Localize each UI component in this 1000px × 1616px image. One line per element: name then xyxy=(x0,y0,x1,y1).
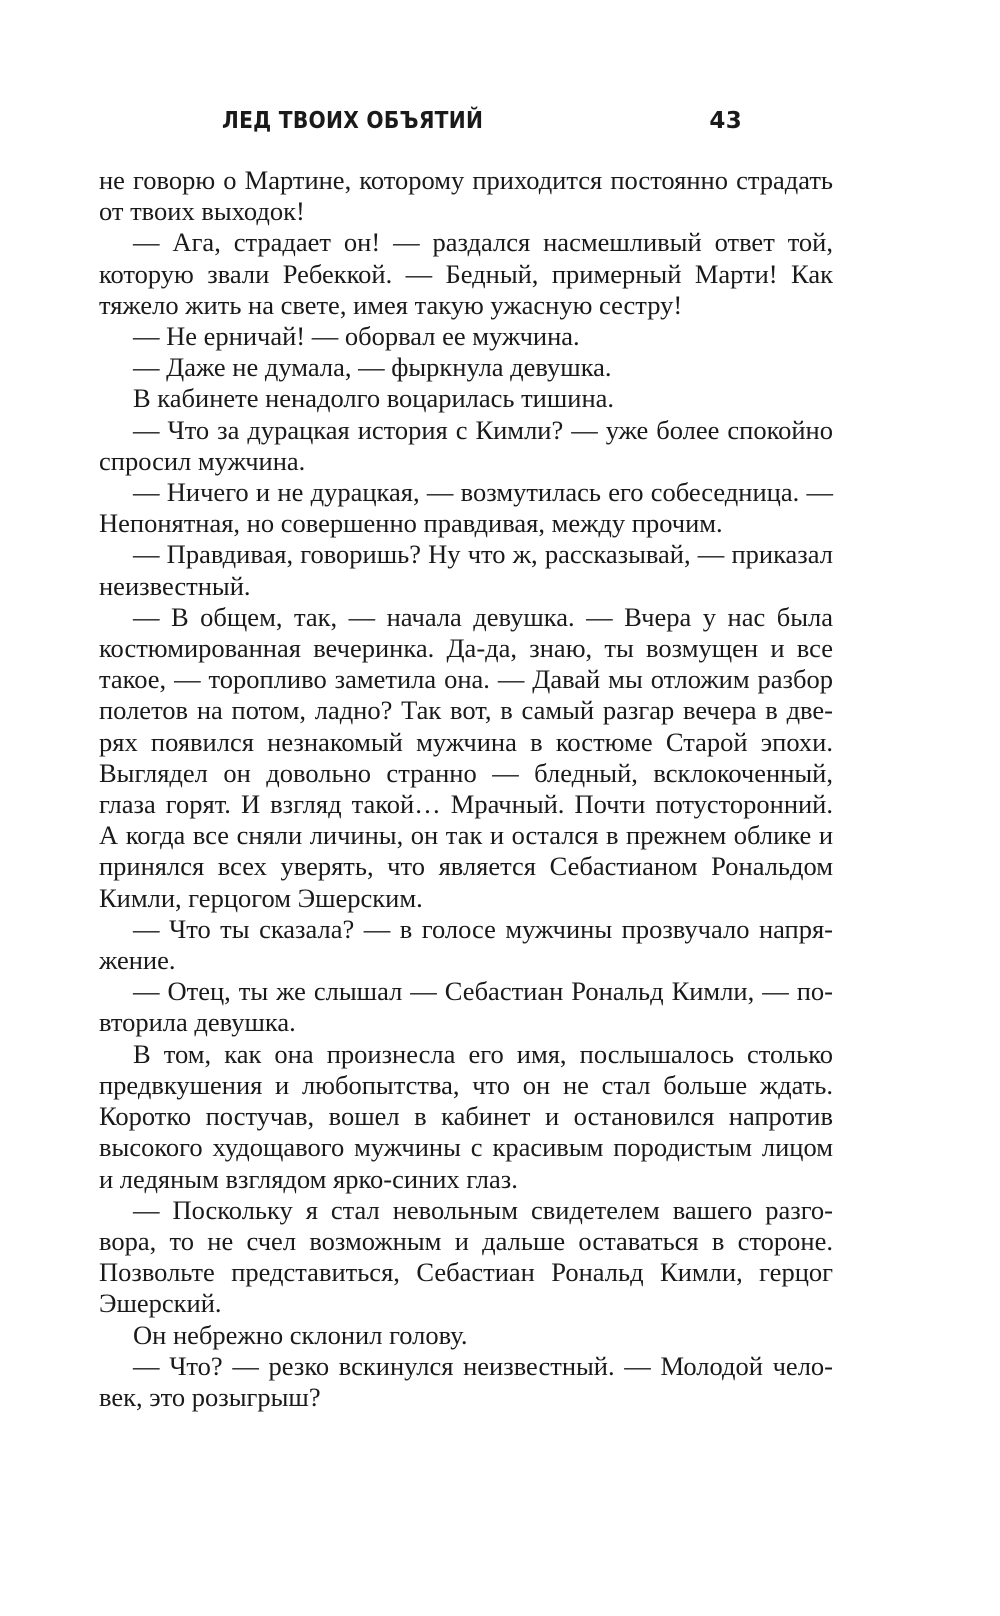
paragraph-3: — Не ерничай! — оборвал ее мужчина. xyxy=(133,321,580,352)
paragraph-11: — Отец, ты же слышал — Себастиан Рональд Кимли, — повторила девушка. xyxy=(99,976,833,1038)
body-text xyxy=(99,165,833,1413)
paragraph-9: — В общем, так, — начала девушка. — Вчера у нас была костюмированная вечеринка. Да-да, знаю, ты возмущен и все такое, — торопливо заметила она. — Давай мы отложим разбор полетов на потом, ладно? Так вот, в самый разгар вечера в дверях появился незнакомый мужчина в костюме Старой эпохи. Выглядел он довольно странно — бледный, всклокоченный, глаза горят. И взгляд такой… Мрачный. Почти потусторонний. А когда все сняли личины, он так и остался в прежнем облике и принялся всех уверять, что является Себастианом Рональдом Кимли, герцогом Эшерским. xyxy=(99,601,833,913)
paragraph-13: — Поскольку я стал невольным свидетелем вашего разговора, то не счел возможным и дальше оставаться в стороне. Позвольте представиться, Себастиан Рональд Кимли, герцог Эшерский. xyxy=(99,1194,833,1319)
paragraph-12: В том, как она произнесла его имя, послышалось столько предвкушения и любопытства, что он не стал больше ждать. Коротко постучав, вошел в кабинет и остановился напротив высокого худощавого мужчины с красивым породистым лицом и ледяным взглядом ярко-синих глаз. xyxy=(99,1038,833,1194)
paragraph-15: — Что? — резко вскинулся неизвестный. — Молодой человек, это розыгрыш? xyxy=(99,1350,833,1412)
paragraph-14: Он небрежно склонил голову. xyxy=(133,1319,468,1350)
paragraph-10: — Что ты сказала? — в голосе мужчины прозвучало напряжение. xyxy=(99,913,833,976)
paragraph-4: — Даже не думала, — фыркнула девушка. xyxy=(133,352,612,383)
book-title: ЛЕД ТВОИХ ОБЪЯТИЙ xyxy=(222,108,484,134)
paragraph-8: — Правдивая, говоришь? Ну что ж, рассказывай, — приказал неизвестный. xyxy=(99,539,833,601)
running-head xyxy=(222,108,742,142)
paragraph-2: — Ага, страдает он! — раздался насмешливый ответ той, которую звали Ребеккой. — Бедный, примерный Марти! Как тяжело жить на свете, имея такую ужасную сестру! xyxy=(99,227,833,320)
paragraph-5: В кабинете ненадолго воцарилась тишина. xyxy=(133,383,615,414)
paragraph-1: не говорю о Мартине, которому приходится постоянно страдать от твоих выходок! xyxy=(99,165,833,227)
paragraph-6: — Что за дурацкая история с Кимли? — уже более спокойно спросил мужчина. xyxy=(99,414,833,476)
page-number: 43 xyxy=(709,108,742,134)
paragraph-7: — Ничего и не дурацкая, — возмутилась его собеседница. — Непонятная, но совершенно правдивая, между прочим. xyxy=(99,477,833,539)
